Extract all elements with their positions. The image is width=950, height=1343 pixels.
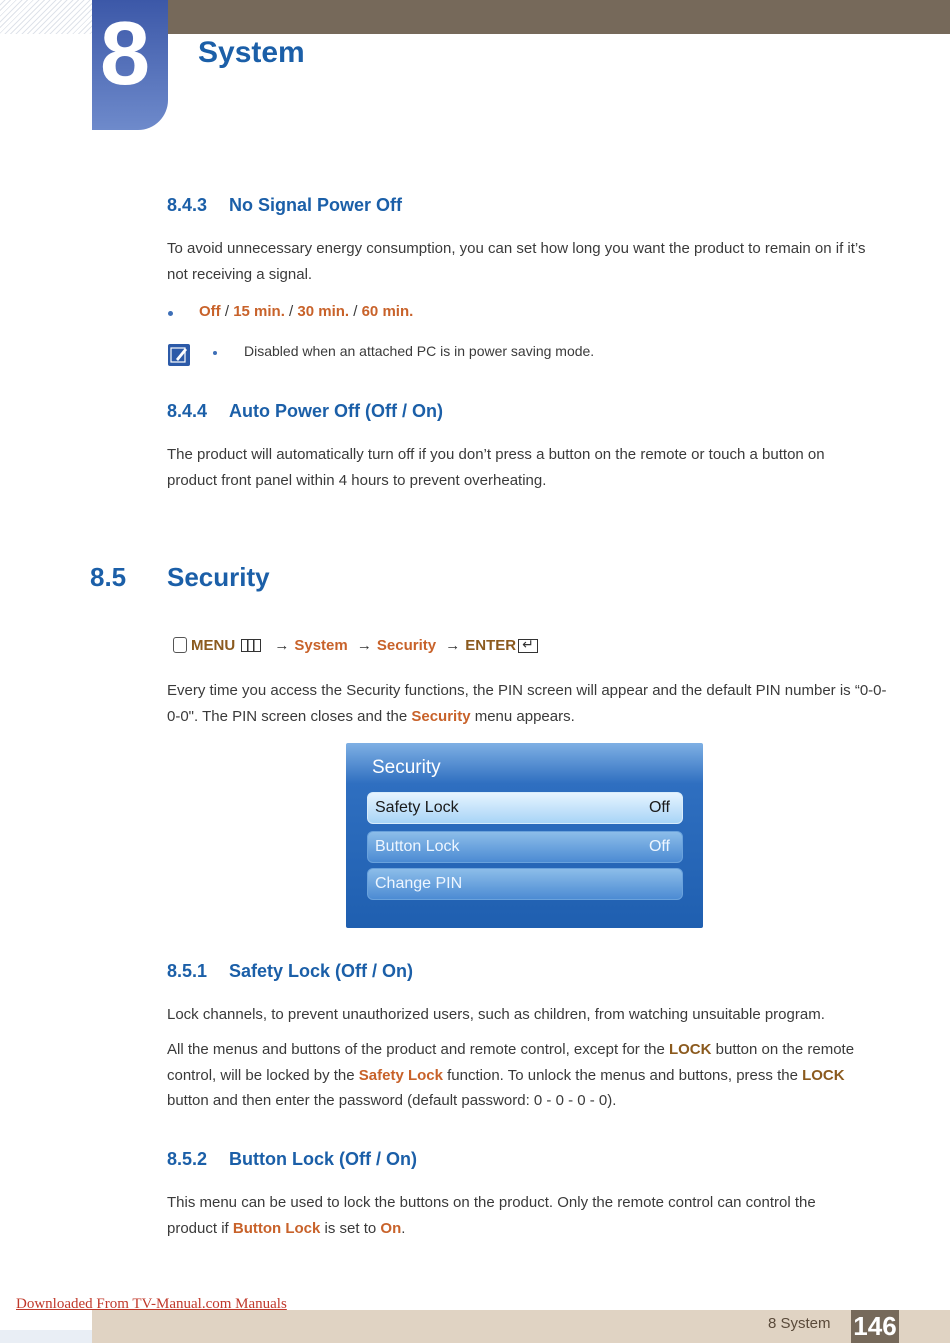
- text-run: function. To unlock the menus and buttons, press the: [442, 1066, 803, 1084]
- options-list: [199, 303, 413, 320]
- menu-system: System: [294, 637, 348, 654]
- highlight-lock: LOCK: [802, 1066, 845, 1084]
- section-number: 8.5.1: [167, 961, 208, 981]
- footer-hatch: [0, 1330, 92, 1343]
- section-number: 8.4.3: [167, 195, 208, 215]
- arrow-icon: →: [356, 637, 372, 654]
- chapter-number: 8: [99, 4, 151, 104]
- option-off: Off: [199, 303, 221, 320]
- menu-item-value: Off: [648, 838, 670, 855]
- text-run: Every time you access the Security functions, the PIN screen will appear and the default PIN number is “0-0-0-0". The PIN screen closes and the: [167, 682, 887, 725]
- option-separator: /: [284, 303, 298, 320]
- chapter-title: System: [198, 36, 305, 69]
- menu-label: MENU: [191, 637, 236, 654]
- bullet-dot: [168, 311, 173, 316]
- highlight-safety-lock: Safety Lock: [358, 1066, 443, 1084]
- header-hatch: [0, 0, 92, 34]
- section-title: Auto Power Off (Off / On): [229, 401, 443, 421]
- text-run: menu appears.: [470, 707, 575, 725]
- note-pencil-icon: [168, 344, 190, 366]
- menu-security: Security: [376, 637, 437, 654]
- menu-item-label: Change PIN: [375, 875, 463, 892]
- header-bar: [92, 0, 950, 34]
- paragraph-no-signal: To avoid unnecessary energy consumption, you can set how long you want the product to remain on if it’s not receiving a signal.: [167, 240, 866, 283]
- section-title: Button Lock (Off / On): [229, 1149, 417, 1169]
- highlight-on: On: [380, 1219, 402, 1237]
- menu-item-safety-lock[interactable]: [367, 792, 683, 824]
- menu-path: [173, 637, 538, 654]
- menu-enter: ENTER: [465, 637, 517, 654]
- highlight-lock: LOCK: [668, 1041, 712, 1058]
- paragraph-safety-lock-1: Lock channels, to prevent unauthorized users, such as children, from watching unsuitable program.: [167, 1006, 825, 1023]
- note-text: Disabled when an attached PC is in power saving mode.: [244, 343, 595, 359]
- arrow-icon: →: [445, 637, 461, 654]
- section-heading-8-5-2: [167, 1149, 417, 1170]
- highlight-button-lock: Button Lock: [232, 1219, 321, 1237]
- security-panel-title: Security: [372, 757, 441, 778]
- option-30: 30 min.: [297, 303, 350, 320]
- text-run: This menu can be used to lock the buttons on the product. Only the remote control can control the product if: [167, 1194, 816, 1237]
- paragraph-safety-lock-2: [167, 1037, 882, 1114]
- download-link[interactable]: Downloaded From TV-Manual.com Manuals: [16, 1296, 287, 1312]
- section-number: 8.5.2: [167, 1149, 208, 1169]
- page-number: 146: [851, 1310, 899, 1343]
- section-title: Security: [167, 562, 270, 592]
- paragraph-security: [167, 678, 887, 729]
- option-separator: /: [349, 303, 362, 320]
- text-run: button and then enter the password (default password: 0 - 0 - 0 - 0).: [167, 1092, 617, 1109]
- menu-item-change-pin[interactable]: [367, 868, 683, 900]
- footer-section-label: 8 System: [768, 1315, 831, 1332]
- section-number: 8.4.4: [167, 401, 208, 421]
- section-heading-8-5: [90, 562, 270, 593]
- menu-item-label: Safety Lock: [375, 799, 459, 816]
- option-15: 15 min.: [233, 303, 285, 320]
- text-run: is set to: [320, 1219, 381, 1237]
- remote-icon: [173, 637, 187, 653]
- option-separator: /: [220, 303, 234, 320]
- menu-item-value: Off: [648, 799, 670, 816]
- text-run: All the menus and buttons of the product and remote control, except for the: [167, 1041, 669, 1058]
- highlight-security: Security: [411, 707, 471, 725]
- paragraph-auto-power: The product will automatically turn off if you don’t press a button on the remote or touch a button on product front panel within 4 hours to prevent overheating.: [167, 446, 825, 489]
- section-title: Safety Lock (Off / On): [229, 961, 414, 981]
- option-60: 60 min.: [361, 303, 414, 320]
- text-run: button on the remote control, will be locked by the: [167, 1041, 855, 1084]
- section-number: 8.5: [90, 562, 127, 592]
- menu-item-label: Button Lock: [375, 838, 460, 855]
- arrow-icon: →: [274, 637, 290, 654]
- menu-icon: [241, 639, 261, 652]
- menu-item-button-lock[interactable]: [367, 831, 683, 863]
- section-heading-8-5-1: [167, 961, 413, 982]
- section-title: No Signal Power Off: [229, 195, 403, 215]
- section-heading-8-4-3: [167, 195, 402, 216]
- text-run: .: [401, 1219, 406, 1237]
- note-bullet-dot: [213, 351, 217, 355]
- paragraph-button-lock: [167, 1190, 867, 1241]
- enter-icon: [518, 639, 538, 653]
- section-heading-8-4-4: [167, 401, 443, 422]
